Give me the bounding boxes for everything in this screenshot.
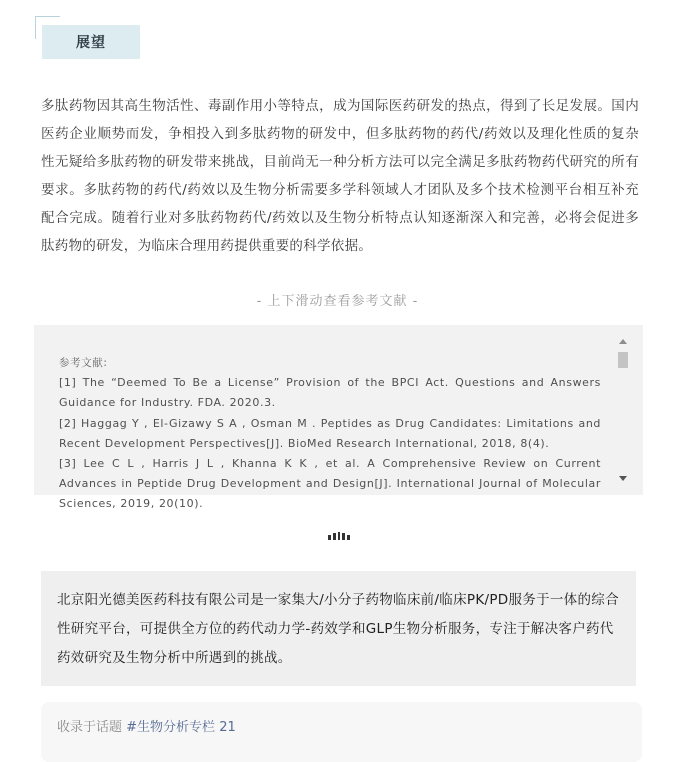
- topic-label: [57, 716, 236, 735]
- reference-item: [2] Haggag Y , El-Gizawy S A , Osman M . Peptides as Drug Candidates: Limitations and Recent Development Perspectives[J]. BioMed Research International, 2018, 8(4).: [59, 416, 601, 450]
- topic-tag-link[interactable]: [126, 720, 236, 735]
- references-title: 参考文献:: [59, 357, 108, 369]
- triangle-down-icon[interactable]: [619, 476, 627, 481]
- section-title: 展望: [42, 25, 140, 59]
- references-scrollbar[interactable]: [617, 339, 631, 487]
- scrollbar-thumb[interactable]: [618, 352, 628, 368]
- topic-count: 21: [219, 720, 236, 735]
- topic-prefix: 收录于话题: [57, 720, 123, 735]
- bars-icon: [328, 532, 350, 540]
- company-info-box: [41, 571, 636, 686]
- company-description: 北京阳光德美医药科技有限公司是一家集大/小分子药物临床前/临床PK/PD服务于一体的综合性研究平台，可提供全方位的药代动力学-药效学和GLP生物分析服务，专注于解决客户药代药效研究及生物分析中所遇到的挑战。: [57, 592, 619, 666]
- topic-bar[interactable]: [41, 702, 642, 762]
- triangle-up-icon[interactable]: [619, 339, 627, 344]
- reference-item: [1] The “Deemed To Be a License” Provision of the BPCI Act. Questions and Answers Guidance for Industry. FDA. 2020.3.: [59, 376, 601, 410]
- section-header: [35, 16, 145, 64]
- topic-tag[interactable]: #生物分析专栏: [126, 720, 216, 735]
- references-box[interactable]: [34, 325, 643, 511]
- scroll-hint: - 上下滑动查看参考文献 -: [256, 294, 419, 309]
- reference-item: [3] Lee C L , Harris J L , Khanna K K , et al. A Comprehensive Review on Current Advances in Peptide Drug Development and Design[J]. International Journal of Molecular Sciences, 2019, 20(10).: [59, 457, 601, 511]
- intro-paragraph: 多肽药物因其高生物活性、毒副作用小等特点，成为国际医药研发的热点，得到了长足发展。国内医药企业顺势而发，争相投入到多肽药物的研发中，但多肽药物的药代/药效以及理化性质的复杂性无疑给多肽药物的研发带来挑战，目前尚无一种分析方法可以完全满足多肽药物药代研究的所有要求。多肽药物的药代/药效以及生物分析需要多学科领域人才团队及多个技术检测平台相互补充配合完成。随着行业对多肽药物药代/药效以及生物分析特点认知逐渐深入和完善，必将会促进多肽药物的研发，为临床合理用药提供重要的科学依据。: [41, 98, 639, 254]
- references-content: [59, 353, 601, 515]
